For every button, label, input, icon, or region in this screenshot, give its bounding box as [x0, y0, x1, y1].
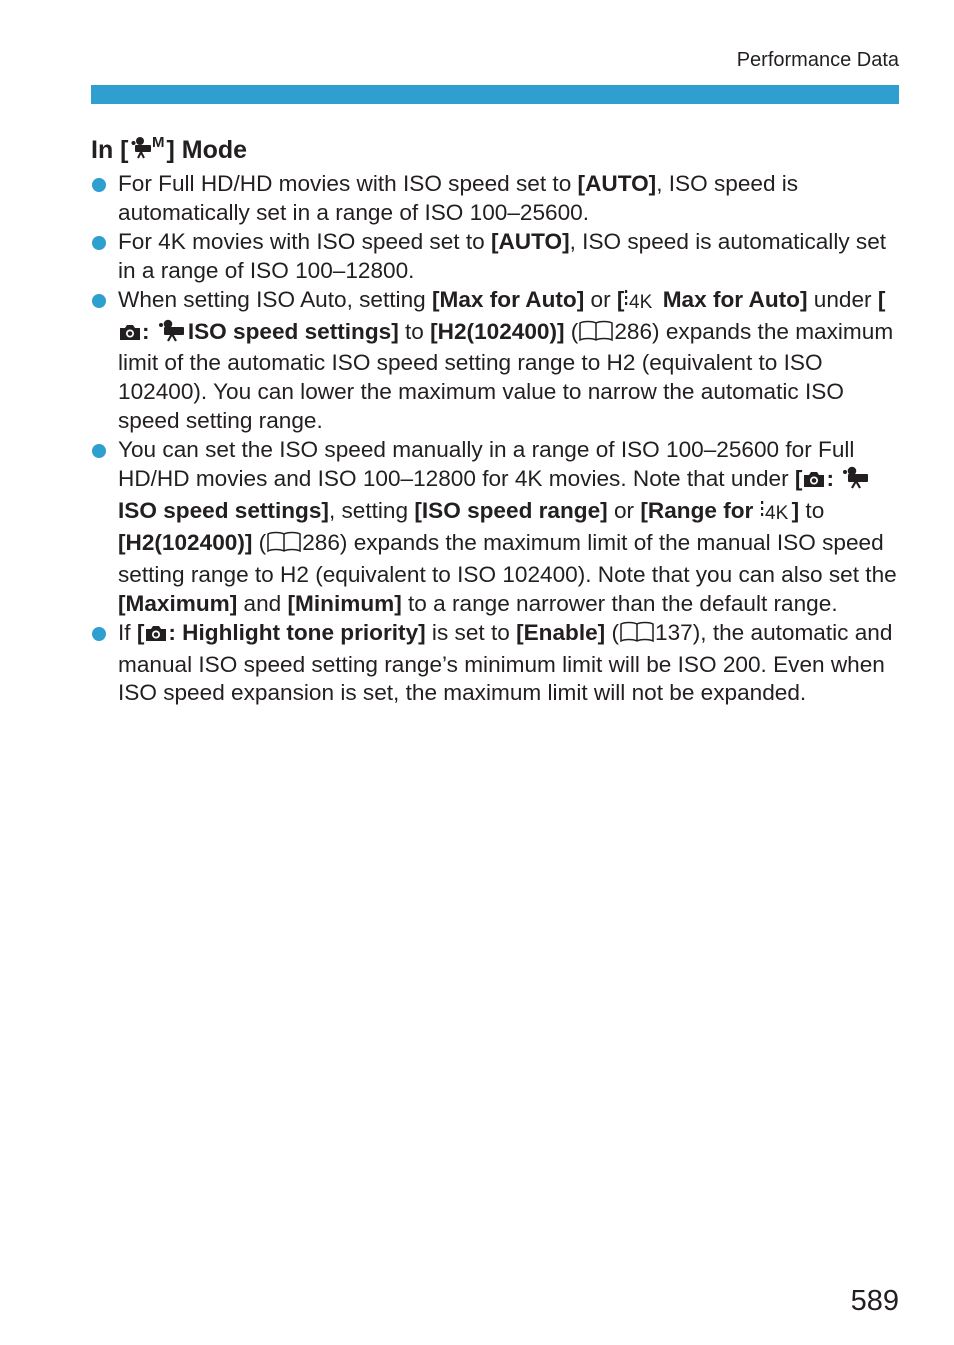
list-item: You can set the ISO speed manually in a range of ISO 100–25600 for Full HD/HD movies and ISO 100–12800 for 4K movies. Note that under [ : ISO speed settings], setting [ISO speed range] or [Range for 4K ] to [H2(102400)] ( 286) expands the maximum limit of the manual ISO speed setting range to H2 (equivalent to ISO 102400). Note that you can also set the [Maximum] and [Minimum] to a range narrower than the default range.: [91, 436, 903, 618]
camera-icon: [144, 622, 168, 651]
bullet-dot: [92, 236, 106, 250]
camera-icon: [802, 468, 826, 497]
book-icon: [578, 320, 614, 350]
svg-text:4K: 4K: [764, 502, 788, 521]
page-number: 589: [850, 1285, 899, 1317]
list-item: When setting ISO Auto, setting [Max for Auto] or [ 4K Max for Auto] under [: ISO speed settings] to [H2(102400)] ( 286) expands the maximum limit of the automatic ISO speed setting range to H2 (equivalent to ISO 102400). You can lower the maximum value to narrow the automatic ISO speed setting range.: [91, 286, 903, 437]
content-body: [91, 170, 903, 708]
4k-movie-icon: [624, 288, 656, 318]
4k-movie-icon: [760, 499, 792, 529]
list-item: For Full HD/HD movies with ISO speed set to [AUTO], ISO speed is automatically set in a range of ISO 100–25600.: [91, 170, 903, 228]
svg-text:4K: 4K: [629, 291, 653, 310]
bullet-dot: [92, 627, 106, 641]
svg-text:M: M: [151, 135, 164, 151]
list-item: If [ : Highlight tone priority] is set to [Enable] ( 137), the automatic and manual ISO speed setting range’s minimum limit will be ISO 200. Even when ISO speed expansion is set, the maximum limit will not be expanded.: [91, 619, 903, 709]
bullet-dot: [92, 444, 106, 458]
bullet-dot: [92, 178, 106, 192]
list-item: For 4K movies with ISO speed set to [AUTO], ISO speed is automatically set in a range of ISO 100–12800.: [91, 228, 903, 286]
header-bar: [91, 85, 899, 104]
book-icon: [266, 531, 302, 561]
movie-camera-icon: [840, 465, 872, 497]
movie-camera-icon: [156, 318, 188, 350]
movie-manual-icon: [129, 135, 167, 169]
section-heading: In [ M ] Mode: [91, 134, 247, 169]
book-icon: [619, 621, 655, 651]
running-header: Performance Data: [736, 49, 899, 71]
camera-icon: [118, 321, 142, 350]
bullet-dot: [92, 294, 106, 308]
